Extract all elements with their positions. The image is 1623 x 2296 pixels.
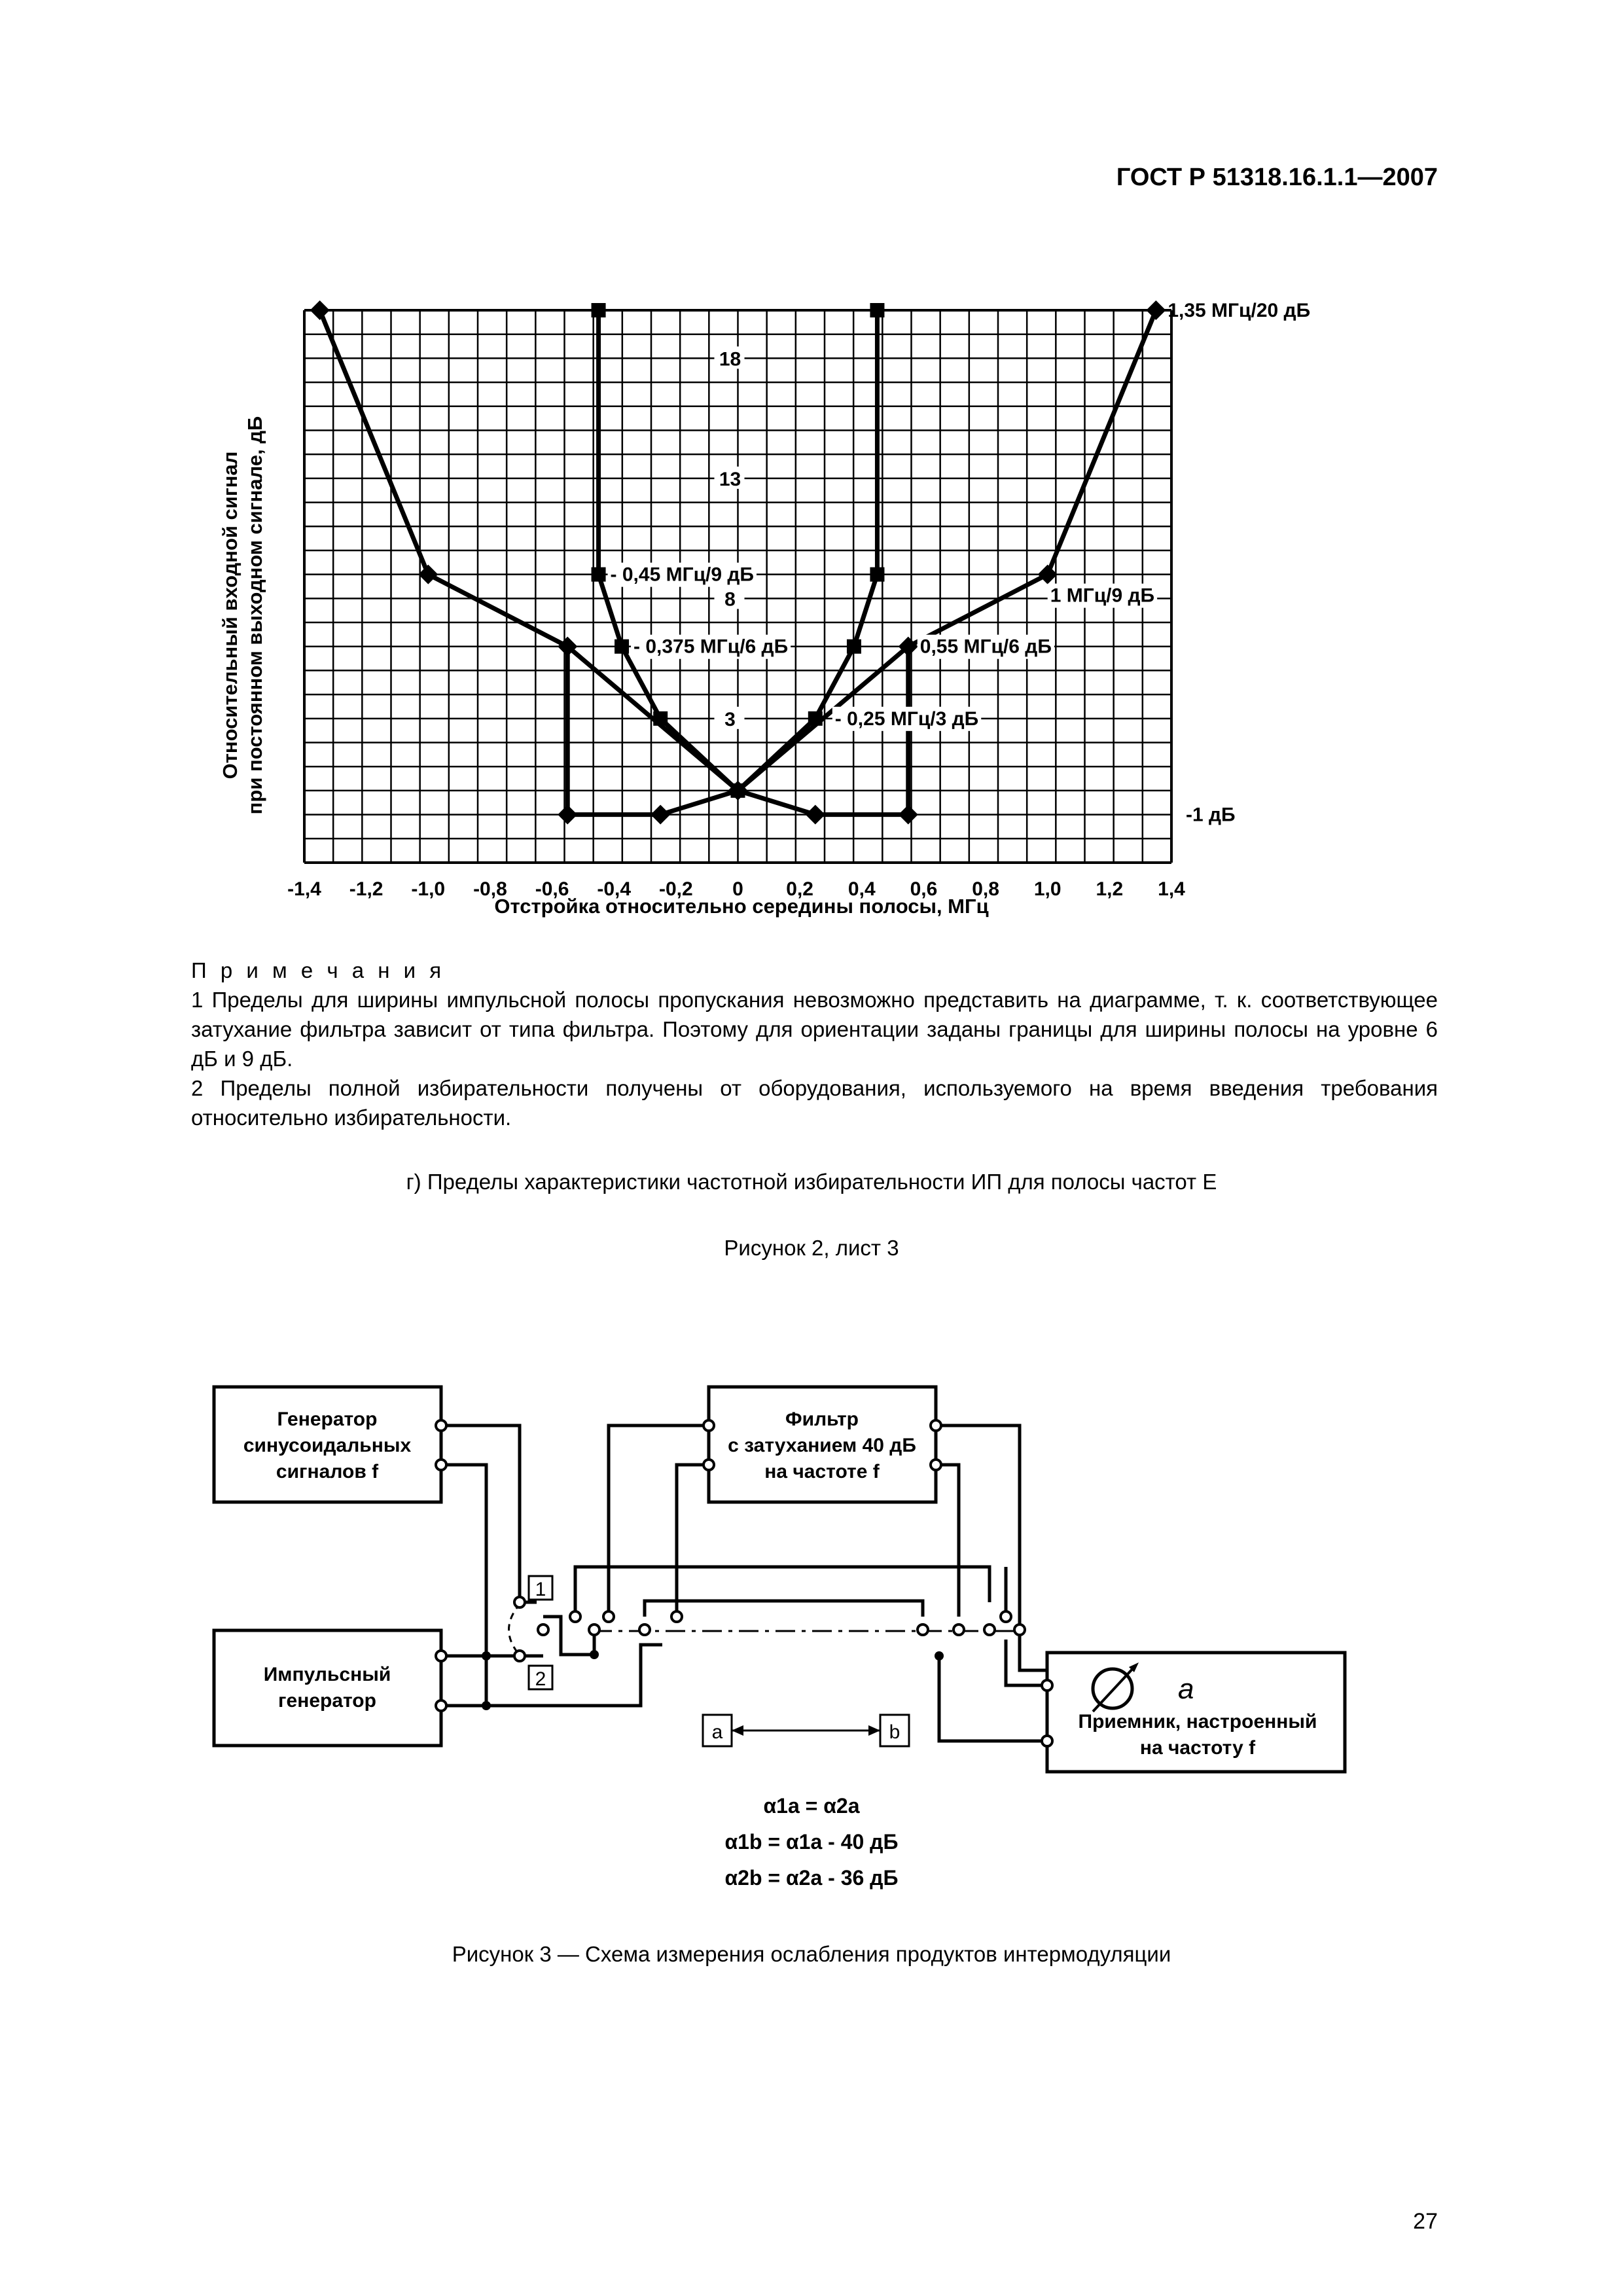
y-axis-label-line1: Относительный входной сигнал	[219, 451, 241, 780]
notes-block	[191, 956, 1438, 1132]
data-point-diamond	[418, 565, 438, 584]
data-point-square	[870, 567, 884, 582]
data-point-square	[615, 639, 629, 654]
x-tick-label: 0,6	[910, 878, 938, 900]
annotation-label: - 0,375 МГц/6 дБ	[633, 636, 789, 658]
note-1: 1 Пределы для ширины импульсной полосы пропускания невозможно представить на диаграмме, т. к. соответствующее затухание фильтра зависит от типа фильтра. Поэтому для ориентации заданы границы для ширины полосы на уровне 6 дБ и 9 дБ.	[191, 988, 1438, 1071]
filter-line3: на частоте f	[764, 1461, 880, 1482]
document-header: ГОСТ Р 51318.16.1.1—2007	[1116, 164, 1438, 191]
note-2: 2 Пределы полной избирательности получены от оборудования, используемого на время введения требования относительно избирательности.	[191, 1076, 1438, 1130]
selectivity-chart	[0, 0, 1623, 949]
y-tick-label: 3	[724, 708, 736, 730]
x-tick-label: 1,4	[1158, 878, 1185, 900]
notes-title: П р и м е ч а н и я	[191, 958, 446, 982]
pulse-generator-box	[214, 1630, 441, 1746]
annotation-label: 1,35 МГц/20 дБ	[1168, 300, 1311, 321]
x-tick-label: -0,2	[659, 878, 693, 900]
filter-line2: с затуханием 40 дБ	[728, 1435, 916, 1456]
x-tick-label: -0,4	[597, 878, 632, 900]
formula-1: α1a = α2a	[763, 1794, 860, 1818]
data-point-diamond	[558, 805, 577, 825]
data-point-diamond	[1038, 565, 1058, 584]
x-tick-label: -1,4	[287, 878, 321, 900]
annotation-label: 1 МГц/9 дБ	[1050, 584, 1155, 607]
pulse-gen-line2: генератор	[278, 1690, 376, 1712]
data-point-diamond	[310, 300, 330, 320]
x-tick-label: -0,6	[535, 878, 569, 900]
circuit-diagram	[0, 1342, 1623, 1964]
receiver-line1: Приемник, настроенный	[1078, 1711, 1317, 1732]
x-tick-label: 1,2	[1096, 878, 1124, 900]
x-tick-label: -1,2	[349, 878, 383, 900]
y-tick-label: 18	[719, 348, 741, 370]
figure3-caption: Рисунок 3 — Схема измерения ослабления продуктов интермодуляции	[452, 1942, 1171, 1966]
x-tick-label: -0,8	[473, 878, 507, 900]
x-tick-label: 0,8	[972, 878, 999, 900]
annotation-label: - 0,45 МГц/9 дБ	[610, 564, 755, 586]
data-point-diamond	[651, 805, 670, 825]
data-point-square	[847, 639, 861, 654]
figure2-caption: Рисунок 2, лист 3	[724, 1236, 899, 1260]
meter-label: a	[1178, 1673, 1194, 1705]
x-tick-label: -1,0	[411, 878, 446, 900]
x-tick-label: 1,0	[1033, 878, 1061, 900]
filter-line1: Фильтр	[785, 1408, 859, 1430]
x-tick-label: 0,4	[847, 878, 876, 900]
pulse-gen-line1: Импульсный	[263, 1664, 391, 1685]
sine-gen-line1: Генератор	[277, 1408, 378, 1430]
box-a-label: a	[711, 1721, 723, 1743]
data-point-square	[592, 567, 606, 582]
data-point-square	[870, 303, 884, 317]
formula-2: α1b = α1a - 40 дБ	[724, 1830, 899, 1854]
data-point-diamond	[806, 805, 825, 825]
switch-2-label: 2	[535, 1668, 546, 1690]
data-point-square	[808, 711, 823, 726]
annotation-label: -1 дБ	[1186, 804, 1236, 826]
switch-1-label: 1	[535, 1579, 546, 1600]
data-point-square	[653, 711, 668, 726]
data-point-diamond	[1146, 300, 1166, 320]
data-point-square	[592, 303, 606, 317]
y-tick-label: 13	[719, 468, 741, 490]
sine-gen-line3: сигналов f	[276, 1461, 379, 1482]
data-point-diamond	[899, 805, 918, 825]
box-b-label: b	[889, 1721, 901, 1743]
sine-gen-line2: синусоидальных	[243, 1435, 412, 1456]
y-axis-label-line2: при постоянном выходном сигнале, дБ	[243, 416, 266, 815]
annotation-label: 0,55 МГц/6 дБ	[919, 636, 1052, 658]
figure2-subcaption: г) Пределы характеристики частотной избирательности ИП для полосы частот Е	[406, 1170, 1217, 1194]
data-point-square	[731, 783, 745, 798]
x-tick-label: 0	[732, 878, 743, 900]
y-tick-label: 8	[724, 588, 736, 611]
x-axis-label: Отстройка относительно середины полосы, МГц	[494, 895, 989, 918]
receiver-line2: на частоту f	[1139, 1737, 1256, 1759]
annotation-label: - 0,25 МГц/3 дБ	[834, 708, 979, 730]
x-tick-label: 0,2	[786, 878, 814, 900]
formula-3: α2b = α2a - 36 дБ	[724, 1866, 899, 1890]
page-number: 27	[1413, 2209, 1438, 2234]
